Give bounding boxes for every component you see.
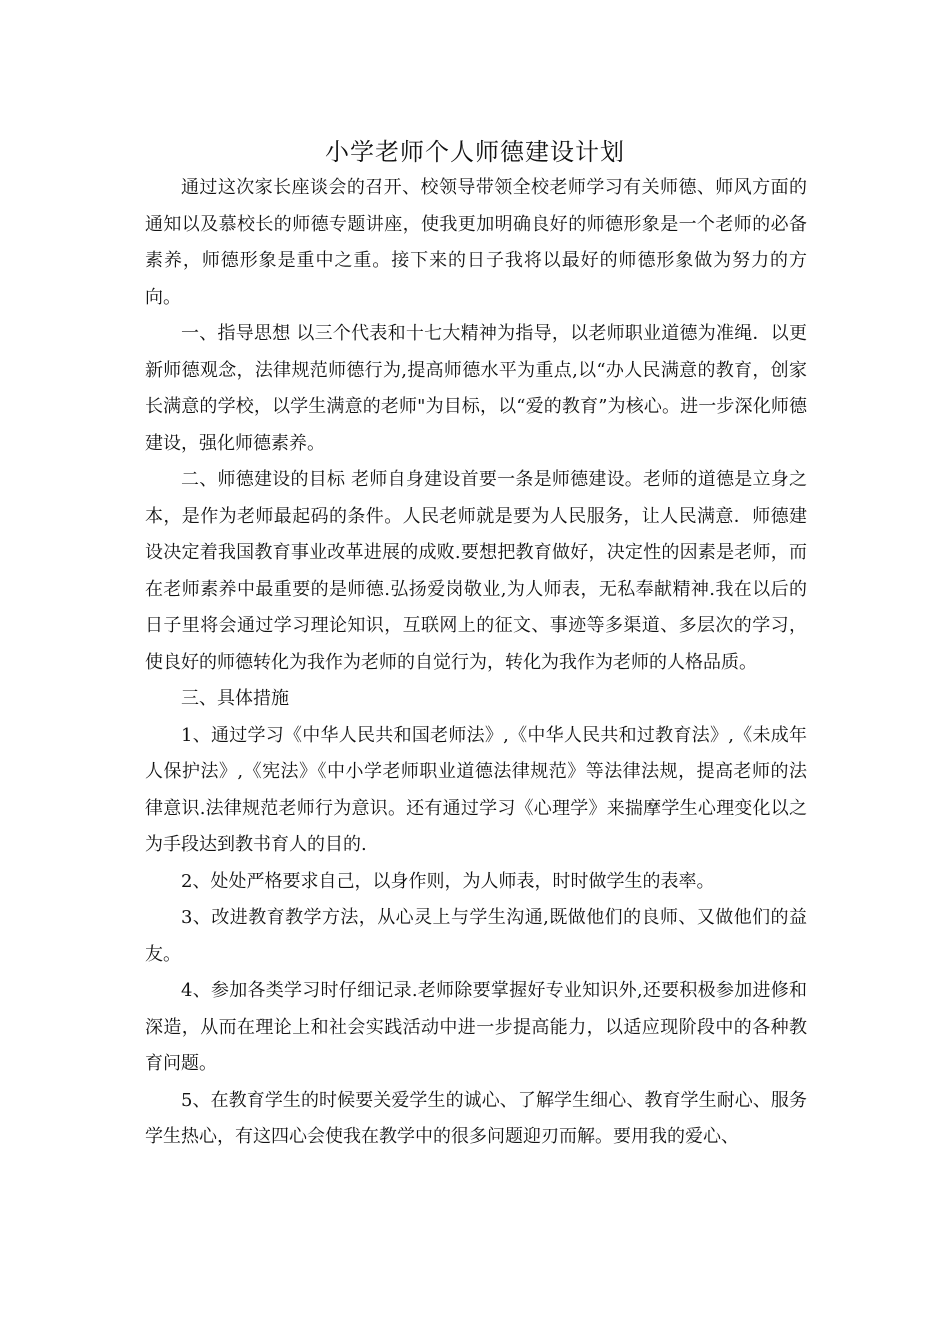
paragraph-measure-2: 2、处处严格要求自己，以身作则，为人师表，时时做学生的表率。 [181,870,715,892]
paragraph-intro: 通过这次家长座谈会的召开、校领导带领全校老师学习有关师德、师风方面的通知以及慕校长的师德专题讲座，使我更加明确良好的师德形象是一个老师的必备素养，师德形象是重中之重。接下来的日子我将以最好的师德形象做为努力的方向。 [145,177,807,308]
paragraph-measure-4: 4、参加各类学习时仔细记录.老师除要掌握好专业知识外,还要积极参加进修和深造，从而在理论上和社会实践活动中进一步提高能力，以适应现阶段中的各种教育问题。 [145,980,807,1074]
paragraph-goals: 二、师德建设的目标 老师自身建设首要一条是师德建设。老师的道德是立身之本，是作为老师最起码的条件。人民老师就是要为人民服务，让人民满意．师德建设决定着我国教育事业改革进展的成败.要想把教育做好，决定性的因素是老师，而在老师素养中最重要的是师德.弘扬爱岗敬业,为人师表，无私奉献精神.我在以后的日子里将会通过学习理论知识，互联网上的征文、事迹等多渠道、多层次的学习，使良好的师德转化为我作为老师的自觉行为，转化为我作为老师的人格品质。 [145,469,807,673]
paragraph-measure-3: 3、改进教育教学方法，从心灵上与学生沟通,既做他们的良师、又做他们的益友。 [145,907,807,965]
paragraph-measure-5: 5、在教育学生的时候要关爱学生的诚心、了解学生细心、教育学生耐心、服务学生热心，有这四心会使我在教学中的很多问题迎刃而解。要用我的爱心、 [145,1089,807,1147]
document-body [145,170,807,1156]
paragraph-measures-heading: 三、具体措施 [181,688,289,709]
paragraph-measure-1: 1、通过学习《中华人民共和国老师法》,《中华人民共和过教育法》,《未成年人保护法》,《宪法》《中小学老师职业道德法律规范》等法律法规，提高老师的法律意识.法律规范老师行为意识。还有通过学习《心理学》来揣摩学生心理变化以之为手段达到教书育人的目的. [145,724,807,855]
paragraph-guiding-ideology: 一、指导思想 以三个代表和十七大精神为指导，以老师职业道德为准绳．以更新师德观念，法律规范师德行为,提高师德水平为重点,以“办人民满意的教育，创家长满意的学校，以学生满意的老师"为目标，以“爱的教育”为核心。进一步深化师德建设，强化师德素养。 [145,323,807,454]
document-title: 小学老师个人师德建设计划 [325,138,625,166]
